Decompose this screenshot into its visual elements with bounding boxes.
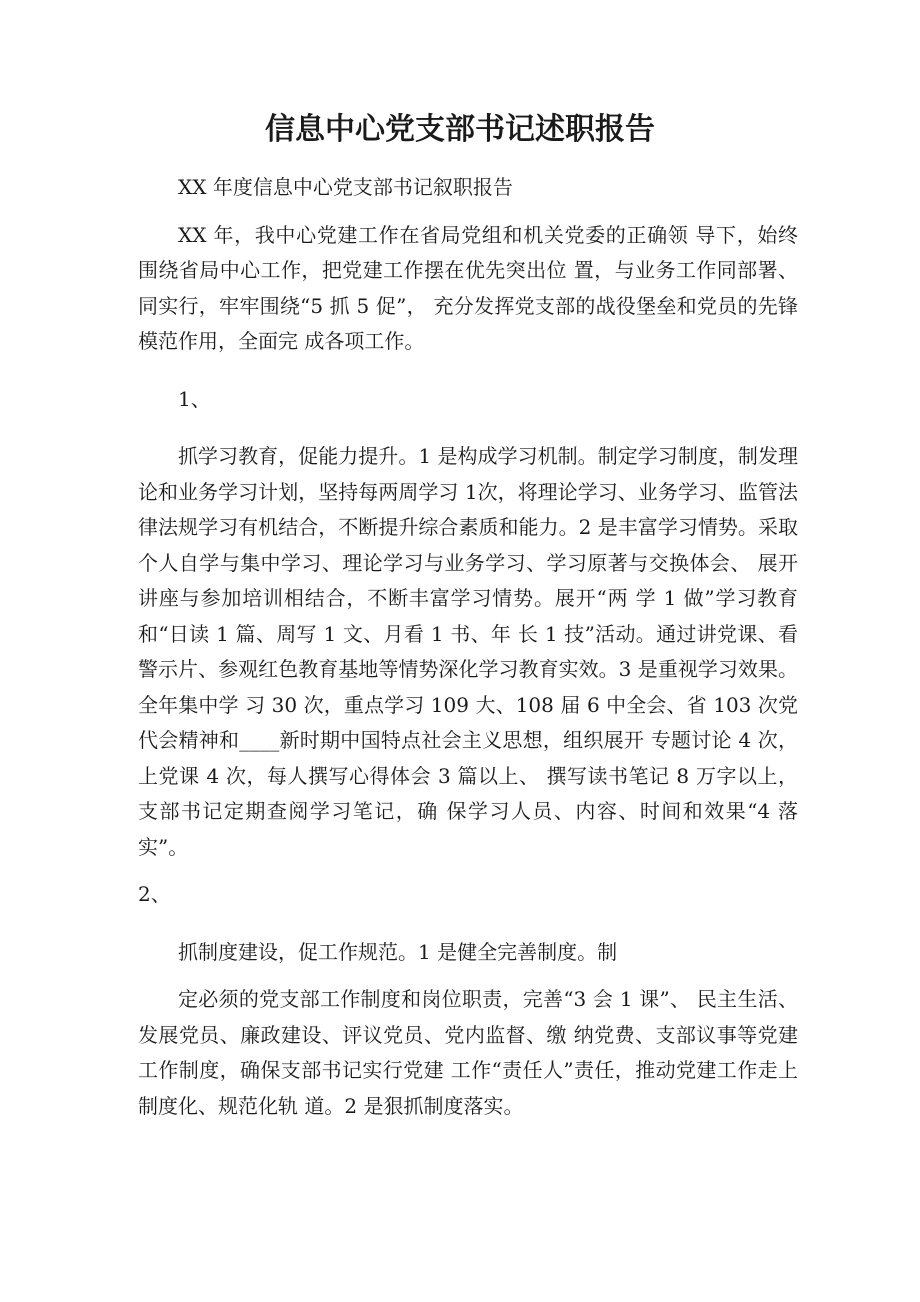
document-title: 信息中心党支部书记述职报告 <box>265 112 655 147</box>
section-marker-1: 1、 <box>178 386 211 411</box>
subtitle-paragraph: XX 年度信息中心党支部书记叙职报告 <box>178 175 513 199</box>
section-2-paragraph: 定必须的党支部工作制度和岗位职责，完善“3 会 1 课”、 民主生活、发展党员、廉政建设、评议党员、党内监督、缴 纳党费、支部议事等党建工作制度，确保支部书记实行党建 工作“责任人”责任，推动党建工作走上制度化、规范化轨 道。2 是狠抓制度落实。 <box>138 987 798 1118</box>
section-marker-2: 2、 <box>138 882 171 906</box>
section-1-paragraph: 抓学习教育，促能力提升。1 是构成学习机制。制定学习制度，制发理论和业务学习计划，坚持每两周学习 1次，将理论学习、业务学习、监管法律法规学习有机结合，不断提升综合素质和能力。2 是丰富学习情势。采取个人自学与集中学习、理论学习与业务学习、学习原著与交换体会、 展开讲座与参加培训相结合，不断丰富学习情势。展开“两 学 1 做”学习教育和“日读 1 篇、周写 1 文、月看 1 书、年 长 1 技”活动。通过讲党课、看警示片、参观红色教育基地等情势深化学习教育实效。3 是重视学习效果。全年集中学 习 30 次，重点学习 109 大、108 届 6 中全会、省 103 次党代会精神和____新时期中国特点社会主义思想，组织展开 专题讨论 4 次，上党课 4 次，每人撰写心得体会 3 篇以上、 撰写读书笔记 8 万字以上，支部书记定期查阅学习笔记，确 保学习人员、内容、时间和效果“4 落实”。 <box>138 444 798 859</box>
section-2-heading: 抓制度建设，促工作规范。1 是健全完善制度。制 <box>178 939 618 964</box>
document-body <box>138 170 798 1124</box>
intro-paragraph: XX 年，我中心党建工作在省局党组和机关党委的正确领 导下，始终围绕省局中心工作，把党建工作摆在优先突出位 置，与业务工作同部署、同实行，牢牢围绕“5 抓 5 促”， 充分发挥党支部的战役堡垒和党员的先锋模范作用，全面完 成各项工作。 <box>138 222 798 353</box>
